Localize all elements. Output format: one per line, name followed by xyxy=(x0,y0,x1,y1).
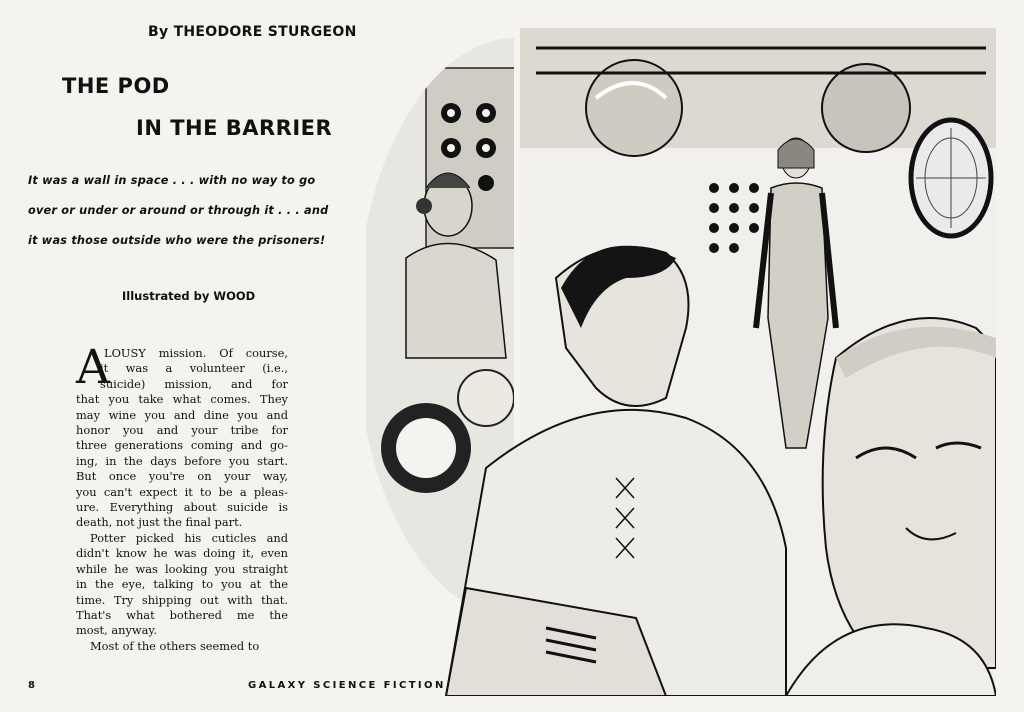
drop-cap: A xyxy=(76,340,110,395)
body-line: LOUSY mission. Of course, xyxy=(104,346,288,360)
body-line: you can't expect it to be a pleas- xyxy=(76,484,288,499)
body-line: death, not just the final part. xyxy=(76,515,243,530)
byline: By THEODORE STURGEON xyxy=(148,24,357,40)
body-line: it was a volunteer (i.e., xyxy=(100,361,288,376)
story-title-line-1: THE POD xyxy=(62,74,170,98)
story-blurb xyxy=(28,166,358,256)
body-line: in the eye, talking to you at the xyxy=(76,577,288,592)
blurb-line: over or under or around or through it . . . and xyxy=(28,204,329,217)
control-room-right-panel xyxy=(446,28,996,696)
body-line: most, anyway. xyxy=(76,623,157,638)
body-line: that you take what comes. They xyxy=(76,392,288,407)
illustrator-credit: Illustrated by WOOD xyxy=(122,289,256,303)
body-line: suicide) mission, and for xyxy=(100,376,288,391)
body-line: time. Try shipping out with that. xyxy=(76,592,288,607)
body-line: That's what bothered me the xyxy=(76,607,288,622)
body-line: But once you're on your way, xyxy=(76,469,288,484)
page-number: 8 xyxy=(28,680,35,691)
story-title-line-2: IN THE BARRIER xyxy=(136,116,333,140)
story-body xyxy=(76,340,288,654)
blurb-line: It was a wall in space . . . with no way to go xyxy=(28,174,316,187)
body-line: ure. Everything about suicide is xyxy=(76,500,288,515)
spaceship-crew-illustration xyxy=(366,28,996,696)
body-line: ing, in the days before you start. xyxy=(76,453,288,468)
body-line: three generations coming and go- xyxy=(76,438,288,453)
body-line: Potter picked his cuticles and xyxy=(90,530,288,545)
body-line: may wine you and dine you and xyxy=(76,407,288,422)
blurb-line: it was those outside who were the prisoners! xyxy=(28,234,326,247)
magazine-footer: GALAXY SCIENCE FICTION xyxy=(248,680,446,691)
body-line: didn't know he was doing it, even xyxy=(76,546,288,561)
body-line: honor you and your tribe for xyxy=(76,423,288,438)
body-line: while he was looking you straight xyxy=(76,561,288,576)
body-line: Most of the others seemed to xyxy=(90,638,260,653)
